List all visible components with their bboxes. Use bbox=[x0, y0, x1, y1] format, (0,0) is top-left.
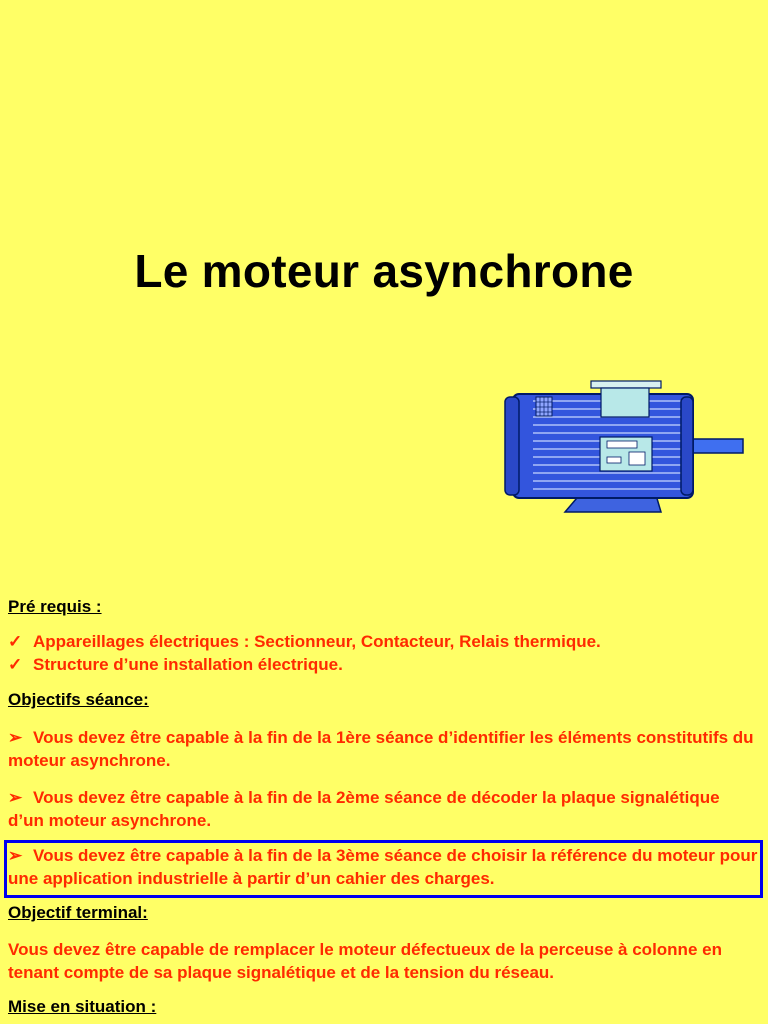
motor-illustration bbox=[503, 379, 745, 515]
situation-heading: Mise en situation : bbox=[8, 997, 157, 1016]
prereq-heading: Pré requis : bbox=[8, 597, 102, 616]
terminal-heading: Objectif terminal: bbox=[8, 903, 148, 922]
arrow-bullet-icon: ➢ bbox=[8, 846, 23, 865]
objective-item: ➢ Vous devez être capable à la fin de la 1ère séance d’identifier les éléments constitutifs du moteur asynchrone. bbox=[8, 728, 754, 770]
terminal-text: Vous devez être capable de remplacer le moteur défectueux de la perceuse à colonne en tenant compte de sa plaque signalétique et de la tension du réseau. bbox=[8, 940, 722, 982]
objective-item-highlighted: ➢ Vous devez être capable à la fin de la 3ème séance de choisir la référence du moteur pour une application industrielle à partir d’un cahier des charges. bbox=[8, 846, 758, 888]
list-item: ✓ Appareillages électriques : Sectionneur, Contacteur, Relais thermique. bbox=[8, 632, 601, 651]
checkmark-icon: ✓ bbox=[8, 632, 23, 651]
arrow-bullet-icon: ➢ bbox=[8, 788, 23, 807]
objective-item: ➢ Vous devez être capable à la fin de la 2ème séance de décoder la plaque signalétique d’un moteur asynchrone. bbox=[8, 788, 720, 830]
objectives-heading: Objectifs séance: bbox=[8, 690, 149, 709]
arrow-bullet-icon: ➢ bbox=[8, 728, 23, 747]
page-title: Le moteur asynchrone bbox=[134, 245, 634, 297]
list-item: ✓ Structure d’une installation électrique. bbox=[8, 655, 343, 674]
checkmark-icon: ✓ bbox=[8, 655, 23, 674]
